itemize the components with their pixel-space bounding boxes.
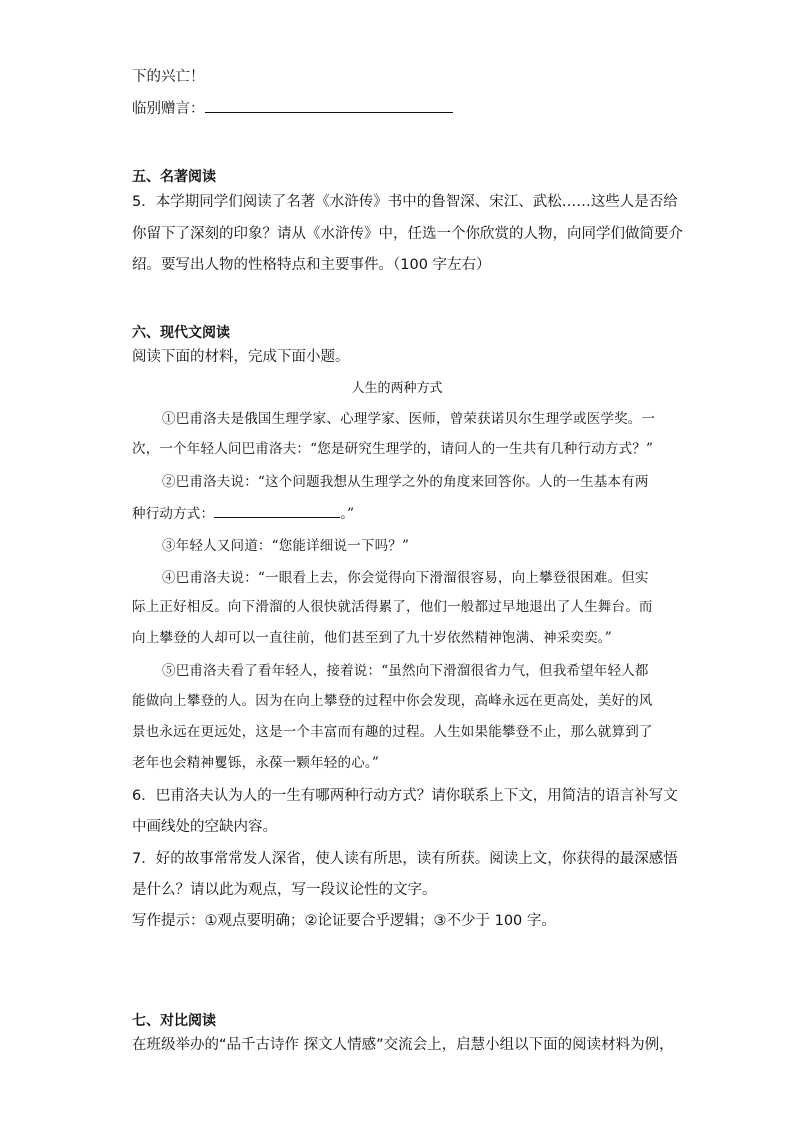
section-heading: 六、现代文阅读 (132, 325, 230, 341)
section-heading: 七、对比阅读 (132, 1013, 216, 1029)
answer-blank[interactable] (205, 100, 453, 113)
farewell-label: 临别赠言： (132, 101, 205, 117)
passage-text: 种行动方式： (132, 506, 215, 522)
question-line: 绍。要写出人物的性格特点和主要事件。（100 字左右） (132, 257, 491, 273)
question-line: 7．好的故事常常发人深省，使人读有所思，读有所获。阅读上文，你获得的最深感悟 (132, 851, 678, 867)
text-line: 在班级举办的“品千古诗作 探文人情感”交流会上，启慧小组以下面的阅读材料为例， (132, 1037, 674, 1053)
passage-line: 向上攀登的人却可以一直往前，他们甚至到了九十岁依然精神饱满、神采奕奕。” (132, 630, 612, 646)
passage-line: ①巴甫洛夫是俄国生理学家、心理学家、医师，曾荣获诺贝尔生理学或医学奖。一 (162, 411, 656, 427)
passage-line: 老年也会精神矍铄，永葆一颗年轻的心。” (132, 755, 379, 771)
passage-line: 能做向上攀登的人。因为在向上攀登的过程中你会发现，高峰永远在更高处，美好的风 (132, 693, 653, 709)
farewell-line (132, 100, 453, 118)
passage-line: 景也永远在更远处，这是一个丰富而有趣的过程。人生如果能攀登不止，那么就算到了 (132, 724, 653, 740)
passage-title: 人生的两种方式 (351, 381, 443, 396)
passage-line: ④巴甫洛夫说：“一眼看上去，你会觉得向下滑溜很容易，向上攀登很困难。但实 (162, 570, 649, 586)
instruction-line: 阅读下面的材料，完成下面小题。 (132, 349, 350, 365)
section-heading: 五、名著阅读 (132, 169, 216, 185)
passage-line: ③年轻人又问道：“您能详细说一下吗？” (162, 538, 410, 554)
question-line: 6．巴甫洛夫认为人的一生有哪两种行动方式？请你联系上下文，用简洁的语言补写文 (132, 788, 678, 804)
writing-tip: 写作提示：①观点要明确；②论证要合乎逻辑；③不少于 100 字。 (132, 913, 556, 929)
passage-line: ⑤巴甫洛夫看了看年轻人，接着说：“虽然向下滑溜很省力气，但我希望年轻人都 (162, 663, 649, 679)
question-line: 是什么？请以此为观点，写一段议论性的文字。 (132, 882, 437, 898)
passage-line: 次，一个年轻人问巴甫洛夫：“您是研究生理学的，请问人的一生共有几种行动方式？” (132, 441, 654, 457)
passage-text: 。” (340, 506, 355, 522)
text-line: 下的兴亡！ (132, 69, 205, 85)
passage-line-with-blank (132, 505, 354, 523)
passage-line: ②巴甫洛夫说：“这个问题我想从生理学之外的角度来回答你。人的一生基本有两 (162, 474, 649, 490)
passage-line: 际上正好相反。向下滑溜的人很快就活得累了，他们一般都过早地退出了人生舞台。而 (132, 599, 653, 615)
answer-blank[interactable] (214, 505, 340, 518)
question-line: 你留下了深刻的印象？请从《水浒传》中，任选一个你欣赏的人物，向同学们做简要介 (132, 226, 683, 242)
question-line: 中画线处的空缺内容。 (132, 819, 277, 835)
question-line: 5．本学期同学们阅读了名著《水浒传》书中的鲁智深、宋江、武松……这些人是否给 (132, 194, 678, 210)
